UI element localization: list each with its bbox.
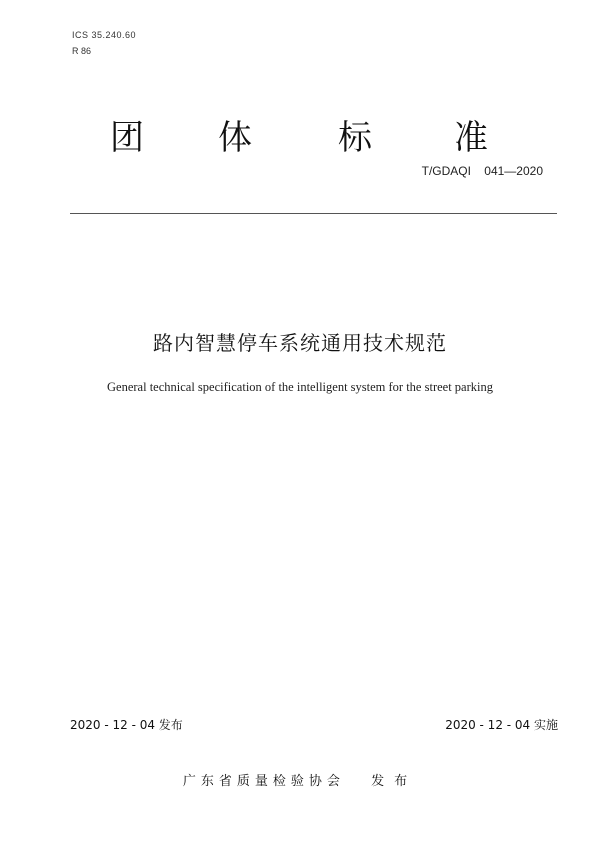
title-char-1: 团 [110, 118, 144, 158]
issue-date: 2020 - 12 - 04 发布 [70, 718, 183, 732]
standard-name-english: General technical specification of the intelligent system for the street parking [107, 380, 493, 394]
title-char-4: 准 [454, 118, 488, 158]
title-char-3: 标 [338, 118, 372, 158]
ccs-code: R 86 [72, 46, 92, 56]
implementation-date: 2020 - 12 - 04 实施 [445, 718, 558, 732]
divider-line [70, 213, 557, 214]
standard-number: T/GDAQI 041—2020 [421, 164, 543, 178]
standard-name-chinese: 路内智慧停车系统通用技术规范 [153, 331, 447, 355]
ics-code: ICS 35.240.60 [72, 30, 137, 40]
document-type-title [60, 116, 540, 166]
publisher-action: 发布 [371, 774, 418, 789]
publisher-organization: 广东省质量检验协会 [182, 774, 345, 789]
title-char-2: 体 [218, 118, 252, 158]
publisher-line [0, 770, 600, 789]
